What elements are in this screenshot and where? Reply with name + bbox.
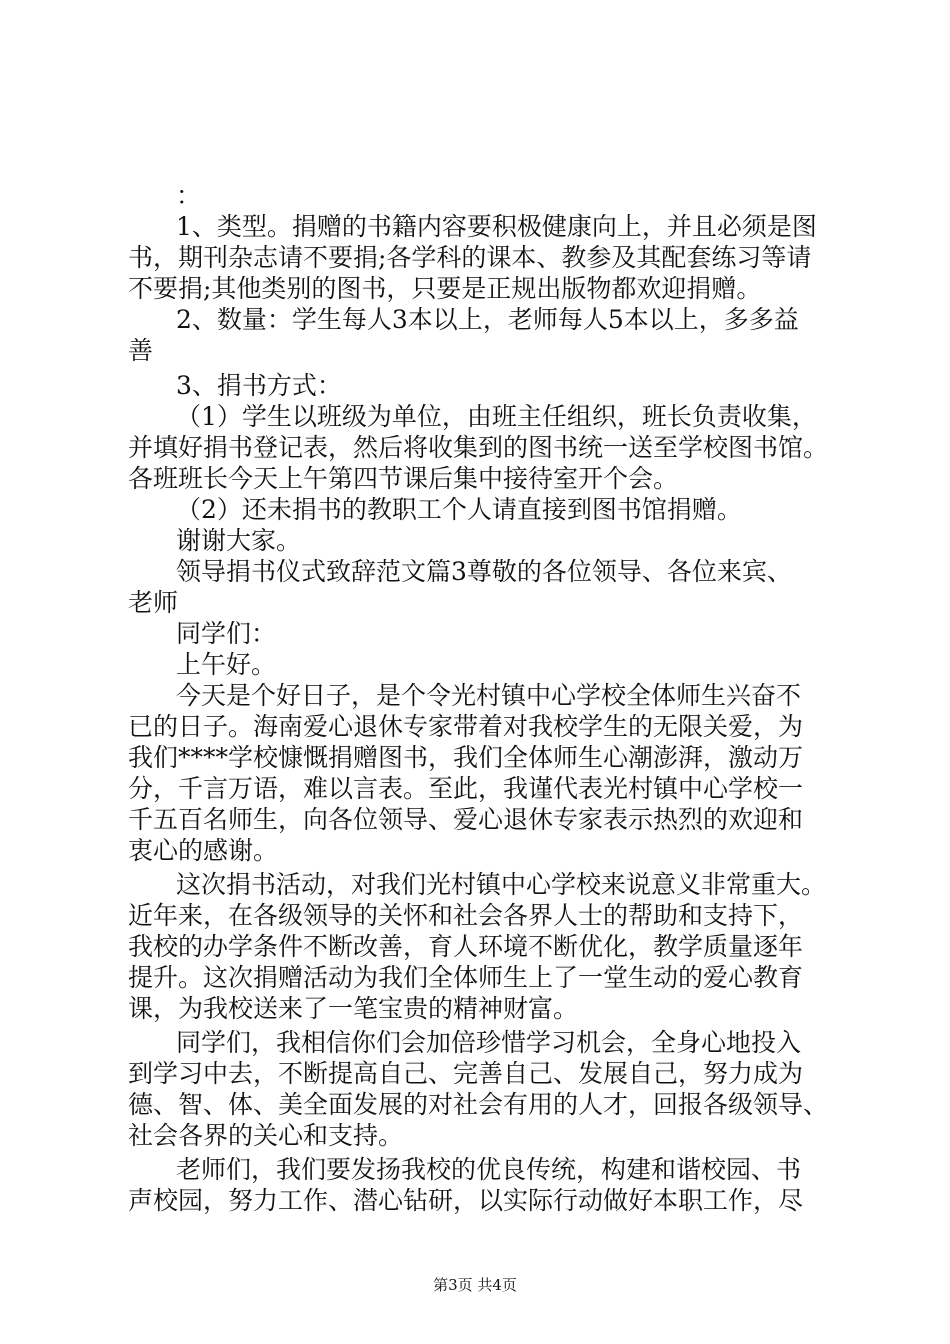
text-line: 这次捐书活动，对我们光村镇中心学校来说意义非常重大。 <box>176 870 827 899</box>
text-line: 老师 <box>128 588 179 617</box>
text-line: 提升。这次捐赠活动为我们全体师生上了一堂生动的爱心教育 <box>128 963 804 992</box>
text-line: 到学习中去，不断提高自己、完善自己、发展自己，努力成为 <box>128 1059 804 1088</box>
text-line: 各班班长今天上午第四节课后集中接待室开个会。 <box>128 464 679 493</box>
text-line: 并填好捐书登记表，然后将收集到的图书统一送至学校图书馆。 <box>128 433 829 462</box>
text-line: 2、数量：学生每人3本以上，老师每人5本以上，多多益 <box>176 305 799 334</box>
text-line: ： <box>176 181 202 210</box>
text-line: 分，千言万语，难以言表。至此，我谨代表光村镇中心学校一 <box>128 774 804 803</box>
text-line: 1、类型。捐赠的书籍内容要积极健康向上，并且必须是图 <box>176 212 817 241</box>
text-line: 今天是个好日子，是个令光村镇中心学校全体师生兴奋不 <box>176 681 802 710</box>
text-line: 书，期刊杂志请不要捐;各学科的课本、教参及其配套练习等请 <box>128 243 812 272</box>
text-line: 老师们，我们要发扬我校的优良传统，构建和谐校园、书 <box>176 1155 802 1184</box>
text-line: 德、智、体、美全面发展的对社会有用的人才，回报各级领导、 <box>128 1090 829 1119</box>
text-line: 我们****学校慷慨捐赠图书，我们全体师生心潮澎湃，激动万 <box>128 743 804 772</box>
text-line: 3、捐书方式： <box>176 371 342 400</box>
text-line: 已的日子。海南爱心退休专家带着对我校学生的无限关爱，为 <box>128 712 804 741</box>
text-line: 我校的办学条件不断改善，育人环境不断优化，教学质量逐年 <box>128 932 804 961</box>
text-line: （2）还未捐书的教职工个人请直接到图书馆捐赠。 <box>176 495 742 524</box>
text-line: 声校园，努力工作、潜心钻研，以实际行动做好本职工作，尽 <box>128 1186 804 1215</box>
text-line: 不要捐;其他类别的图书，只要是正规出版物都欢迎捐赠。 <box>128 274 762 303</box>
text-line: 谢谢大家。 <box>176 526 302 555</box>
text-line: 衷心的感谢。 <box>128 836 279 865</box>
text-line: 上午好。 <box>176 650 277 679</box>
text-line: 同学们，我相信你们会加倍珍惜学习机会，全身心地投入 <box>176 1028 802 1057</box>
text-line: 近年来，在各级领导的关怀和社会各界人士的帮助和支持下， <box>128 901 804 930</box>
text-line: 社会各界的关心和支持。 <box>128 1121 404 1150</box>
text-line: 善 <box>128 336 154 365</box>
text-line: 课，为我校送来了一笔宝贵的精神财富。 <box>128 994 579 1023</box>
text-line: 同学们： <box>176 619 277 648</box>
page-number-footer: 第3页 共4页 <box>433 1276 517 1294</box>
text-line: 领导捐书仪式致辞范文篇3尊敬的各位领导、各位来宾、 <box>176 557 792 586</box>
text-line: （1）学生以班级为单位，由班主任组织，班长负责收集， <box>176 402 817 431</box>
text-line: 千五百名师生，向各位领导、爱心退休专家表示热烈的欢迎和 <box>128 805 804 834</box>
